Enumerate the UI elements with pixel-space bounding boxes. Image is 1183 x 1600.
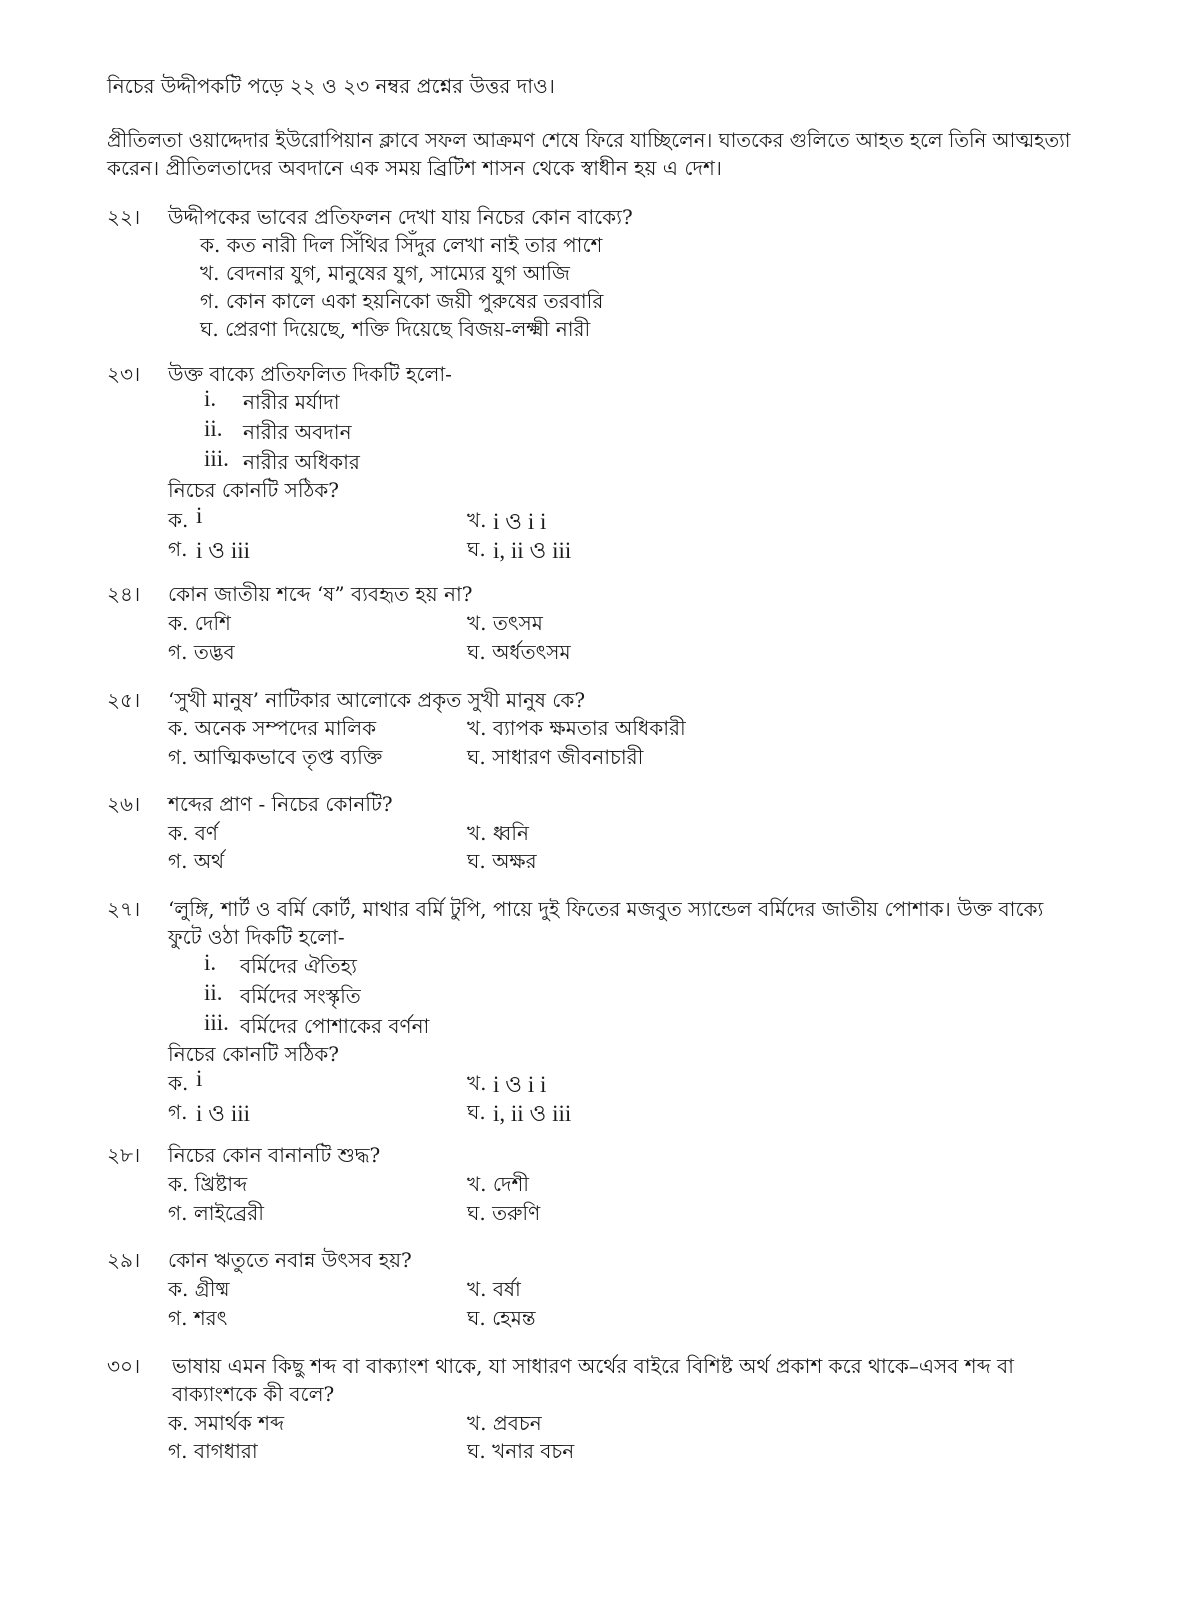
statement-text: নারীর অবদান — [243, 420, 352, 444]
option-gha: ঘ. খনার বচন — [467, 1439, 575, 1463]
option-ka: ক. দেশি — [168, 611, 231, 635]
option-ka: ক. খ্রিষ্টাব্দ — [168, 1172, 248, 1196]
instruction: নিচের উদ্দীপকটি পড়ে ২২ ও ২৩ নম্বর প্রশ্নের উত্তর দাও। — [107, 74, 555, 98]
which-correct: নিচের কোনটি সঠিক? — [168, 478, 340, 502]
option-kha-label: খ. — [467, 508, 487, 532]
option-ga: গ. কোন কালে একা হয়নিকো জয়ী পুরুষের তরবারি — [200, 289, 604, 313]
option-ka-label: ক. — [168, 1071, 189, 1095]
roman-numeral: ii. — [204, 980, 223, 1005]
statement-text: বর্মিদের সংস্কৃতি — [240, 984, 361, 1008]
option-ka: ক. গ্রীষ্ম — [168, 1277, 230, 1301]
option-gha: ঘ. অর্ধতৎসম — [467, 640, 571, 664]
option-ka: ক. সমার্থক শব্দ — [168, 1411, 285, 1435]
option-gha-label: ঘ. — [467, 1100, 486, 1124]
option-ga: গ. অর্থ — [168, 849, 225, 873]
option-ka-value: i — [196, 1066, 203, 1091]
question-number: ২৩। — [107, 362, 141, 386]
option-gha-value: i, ii ও iii — [493, 538, 572, 563]
option-gha-label: ঘ. — [467, 537, 486, 561]
question-text: উক্ত বাক্যে প্রতিফলিত দিকটি হলো- — [168, 362, 452, 386]
option-ga-value: i ও iii — [196, 1101, 250, 1126]
option-kha: খ. তৎসম — [467, 611, 543, 635]
question-text-line-1: ‘লুঙ্গি, শার্ট ও বর্মি কোর্ট, মাথার বর্মি টুপি, পায়ে দুই ফিতের মজবুত স্যান্ডেল বর্মিদের জাতীয় পোশাক। উক্ত বাক্যে — [168, 897, 1044, 921]
option-kha: খ. বেদনার যুগ, মানুষের যুগ, সাম্যের যুগ আজি — [200, 261, 570, 285]
option-ka: ক. বর্ণ — [168, 821, 218, 845]
option-gha: ঘ. প্রেরণা দিয়েছে, শক্তি দিয়েছে বিজয়-লক্ষ্মী নারী — [200, 317, 591, 341]
option-gha: ঘ. তরুণি — [467, 1201, 541, 1225]
option-ka: ক. অনেক সম্পদের মালিক — [168, 716, 377, 740]
option-ga: গ. লাইব্রেরী — [168, 1201, 264, 1225]
option-ka-value: i — [196, 503, 203, 528]
roman-numeral: iii. — [204, 1010, 229, 1035]
question-number: ২৫। — [107, 688, 141, 712]
stimulus-line-1: প্রীতিলতা ওয়াদ্দেদার ইউরোপিয়ান ক্লাবে সফল আক্রমণ শেষে ফিরে যাচ্ছিলেন। ঘাতকের গুলিতে আহত হলে তিনি আত্মহত্যা — [107, 128, 1071, 152]
roman-numeral: ii. — [204, 416, 223, 441]
question-number: ২৪। — [107, 582, 141, 606]
option-kha: খ. দেশী — [467, 1172, 530, 1196]
question-number: ২২। — [107, 205, 141, 229]
statement-text: বর্মিদের ঐতিহ্য — [240, 954, 357, 978]
option-kha: খ. ব্যাপক ক্ষমতার অধিকারী — [467, 716, 686, 740]
question-text: কোন ঋতুতে নবান্ন উৎসব হয়? — [168, 1248, 412, 1272]
option-kha: খ. প্রবচন — [467, 1411, 542, 1435]
stimulus-line-2: করেন। প্রীতিলতাদের অবদানে এক সময় ব্রিটিশ শাসন থেকে স্বাধীন হয় এ দেশ। — [107, 156, 722, 180]
option-gha: ঘ. অক্ষর — [467, 849, 537, 873]
option-ga: গ. আত্মিকভাবে তৃপ্ত ব্যক্তি — [168, 745, 383, 769]
question-number: ২৭। — [107, 897, 141, 921]
option-ga: গ. তদ্ভব — [168, 640, 235, 664]
option-kha: খ. বর্ষা — [467, 1277, 521, 1301]
statement-text: নারীর অধিকার — [243, 450, 360, 474]
option-kha: খ. ধ্বনি — [467, 821, 529, 845]
option-kha-label: খ. — [467, 1071, 487, 1095]
option-gha: ঘ. হেমন্ত — [467, 1306, 536, 1330]
roman-numeral: i. — [204, 950, 217, 975]
question-text: নিচের কোন বানানটি শুদ্ধ? — [168, 1143, 381, 1167]
question-text-line-2: ফুটে ওঠা দিকটি হলো- — [168, 925, 345, 949]
question-number: ২৬। — [107, 792, 141, 816]
option-gha-value: i, ii ও iii — [493, 1101, 572, 1126]
option-ga-label: গ. — [168, 1100, 188, 1124]
question-number: ২৮। — [107, 1143, 141, 1167]
option-ka-label: ক. — [168, 508, 189, 532]
which-correct: নিচের কোনটি সঠিক? — [168, 1042, 340, 1066]
question-text: ‘সুখী মানুষ’ নাটিকার আলোকে প্রকৃত সুখী মানুষ কে? — [168, 688, 586, 712]
question-number: ২৯। — [107, 1248, 141, 1272]
question-text-line-1: ভাষায় এমন কিছু শব্দ বা বাক্যাংশ থাকে, যা সাধারণ অর্থের বাইরে বিশিষ্ট অর্থ প্রকাশ করে থাকে–এসব শব্দ বা — [172, 1354, 1014, 1378]
option-kha-value: i ও i i — [493, 1072, 547, 1097]
statement-text: নারীর মর্যাদা — [243, 390, 340, 414]
question-text: শব্দের প্রাণ - নিচের কোনটি? — [168, 792, 393, 816]
option-kha-value: i ও i i — [493, 509, 547, 534]
option-ga: গ. বাগধারা — [168, 1439, 258, 1463]
option-ka: ক. কত নারী দিল সিঁথির সিঁদুর লেখা নাই তার পাশে — [200, 233, 603, 257]
roman-numeral: i. — [204, 386, 217, 411]
question-text-line-2: বাক্যাংশকে কী বলে? — [172, 1382, 335, 1406]
question-text: উদ্দীপকের ভাবের প্রতিফলন দেখা যায় নিচের কোন বাক্যে? — [168, 205, 633, 229]
question-text: কোন জাতীয় শব্দে ‘ষ” ব্যবহৃত হয় না? — [168, 582, 473, 606]
option-ga-label: গ. — [168, 537, 188, 561]
statement-text: বর্মিদের পোশাকের বর্ণনা — [240, 1014, 430, 1038]
option-ga-value: i ও iii — [196, 538, 250, 563]
option-gha: ঘ. সাধারণ জীবনাচারী — [467, 745, 644, 769]
option-ga: গ. শরৎ — [168, 1306, 228, 1330]
roman-numeral: iii. — [204, 446, 229, 471]
question-number: ৩০। — [107, 1354, 141, 1378]
